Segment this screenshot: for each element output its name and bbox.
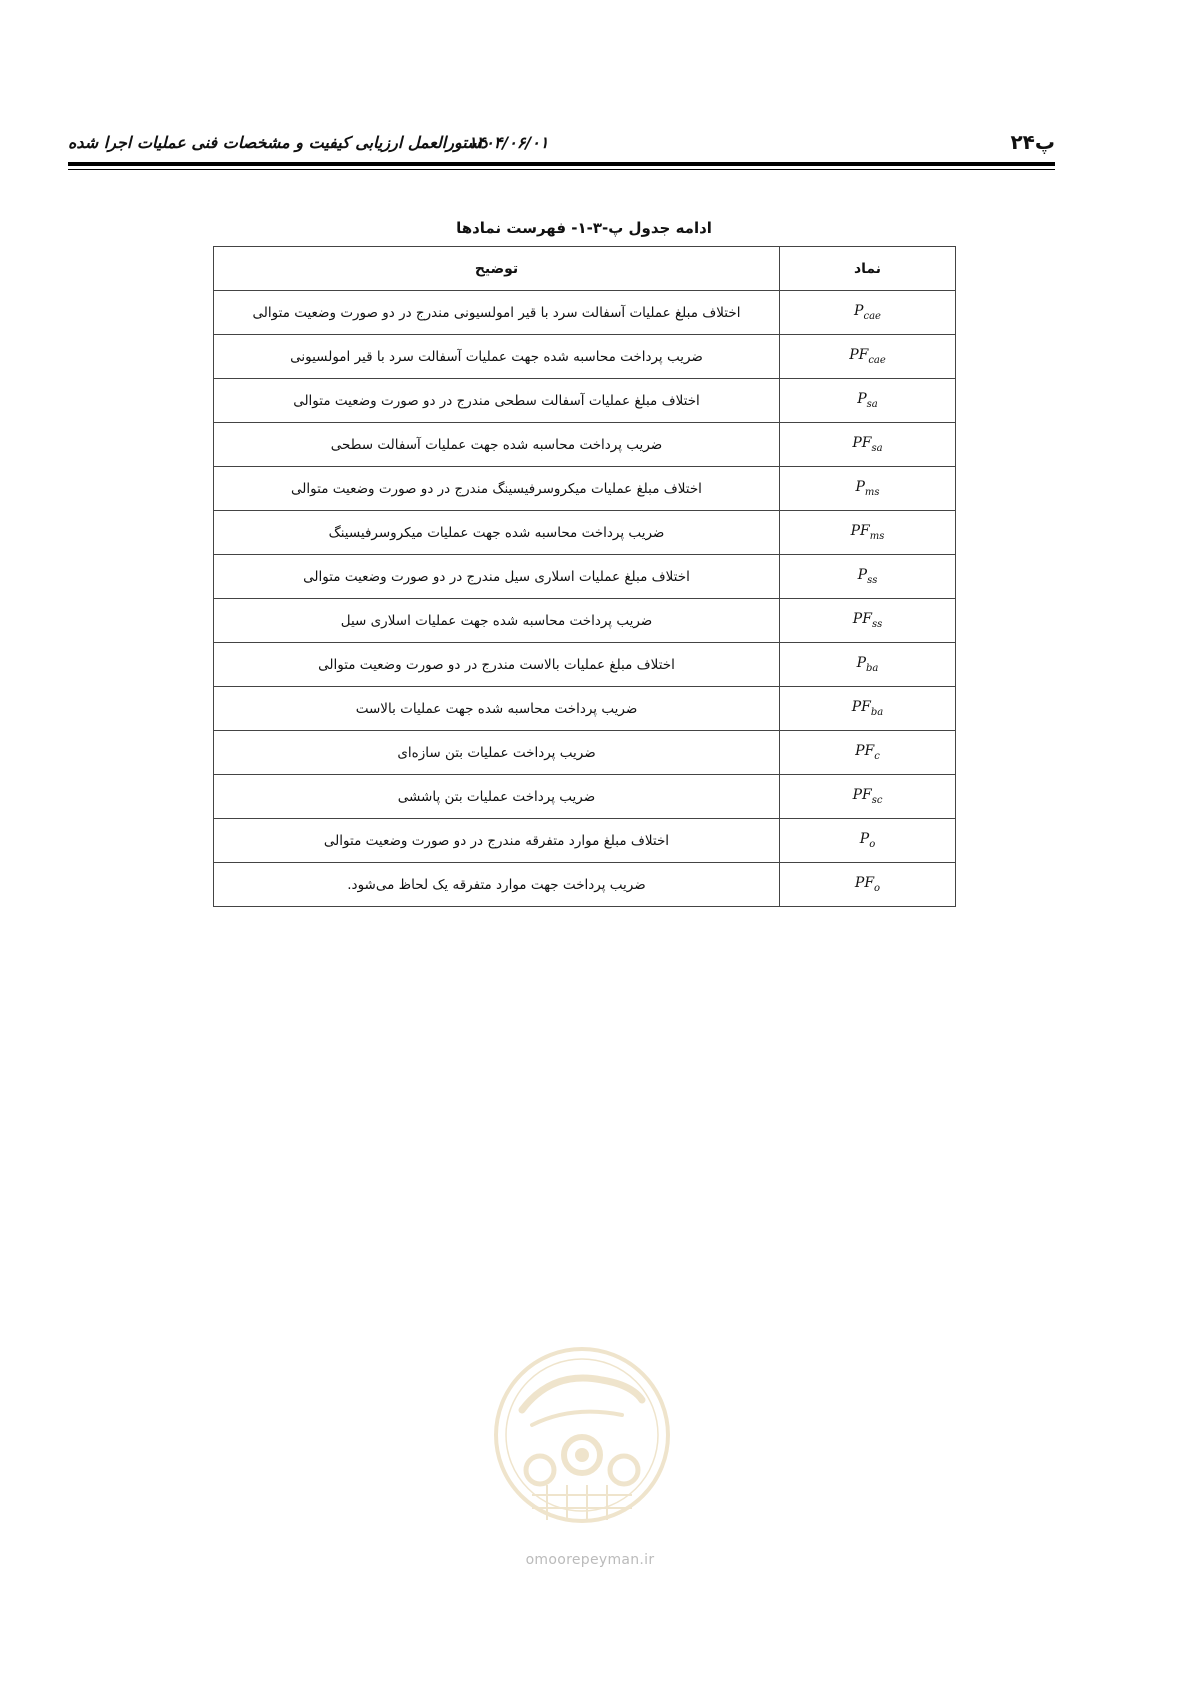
symbol-base: PF bbox=[854, 875, 875, 892]
symbol-cell bbox=[780, 335, 956, 379]
symbol-base: PF bbox=[849, 347, 869, 364]
table-row bbox=[214, 423, 956, 467]
table-row bbox=[214, 599, 956, 643]
description-cell: ضریب پرداخت محاسبه شده جهت عملیات آسفالت سطحی bbox=[214, 423, 780, 467]
symbol-cell bbox=[780, 379, 956, 423]
symbol-subscript: ms bbox=[869, 530, 885, 542]
header-description: توضیح bbox=[214, 247, 780, 291]
symbol bbox=[853, 787, 883, 806]
symbol bbox=[857, 655, 879, 674]
symbol-subscript: cae bbox=[863, 310, 881, 322]
description-cell: ضریب پرداخت محاسبه شده جهت عملیات اسلاری سیل bbox=[214, 599, 780, 643]
symbol-subscript: o bbox=[869, 838, 876, 850]
table-row bbox=[214, 643, 956, 687]
symbol bbox=[852, 699, 884, 718]
symbol-subscript: sa bbox=[866, 398, 878, 410]
symbol bbox=[858, 567, 878, 586]
table-caption: ادامه جدول پ-۳-۱- فهرست نمادها bbox=[456, 219, 712, 237]
description-cell: اختلاف مبلغ عملیات آسفالت سرد با قیر امولسیونی مندرج در دو صورت وضعیت متوالی bbox=[214, 291, 780, 335]
table-row bbox=[214, 555, 956, 599]
table-row bbox=[214, 863, 956, 907]
symbols-table bbox=[213, 246, 956, 907]
description-cell: ضریب پرداخت محاسبه شده جهت عملیات بالاست bbox=[214, 687, 780, 731]
table-row bbox=[214, 819, 956, 863]
description-cell: ضریب پرداخت محاسبه شده جهت عملیات آسفالت سرد با قیر امولسیونی bbox=[214, 335, 780, 379]
symbol-cell bbox=[780, 511, 956, 555]
header-date: ۱۴۰۴/۰۶/۰۱ bbox=[468, 133, 549, 152]
symbol-cell bbox=[780, 819, 956, 863]
symbol-base: P bbox=[857, 567, 868, 584]
symbol-subscript: ss bbox=[867, 574, 878, 586]
symbol-cell bbox=[780, 423, 956, 467]
symbol bbox=[855, 479, 879, 498]
symbol-base: P bbox=[855, 479, 865, 496]
header-symbol: نماد bbox=[780, 247, 956, 291]
symbol bbox=[855, 875, 880, 894]
description-cell: اختلاف مبلغ عملیات بالاست مندرج در دو صورت وضعیت متوالی bbox=[214, 643, 780, 687]
symbol bbox=[849, 347, 886, 366]
symbol bbox=[851, 523, 885, 542]
symbol-base: PF bbox=[851, 699, 871, 716]
symbol-base: P bbox=[854, 303, 864, 320]
table-row bbox=[214, 379, 956, 423]
page-header bbox=[68, 130, 1055, 156]
table-row bbox=[214, 511, 956, 555]
table-body bbox=[214, 291, 956, 907]
symbol-subscript: c bbox=[874, 750, 880, 762]
watermark-url: omoorepeyman.ir bbox=[525, 1552, 655, 1568]
symbol-base: PF bbox=[855, 743, 875, 760]
symbol-subscript: ms bbox=[864, 486, 880, 498]
symbol-subscript: ba bbox=[866, 662, 879, 674]
symbol-cell bbox=[780, 555, 956, 599]
symbol-subscript: ba bbox=[870, 706, 884, 718]
symbol bbox=[854, 303, 881, 322]
symbol-base: PF bbox=[852, 611, 872, 628]
symbol-base: P bbox=[856, 655, 867, 672]
table-row bbox=[214, 467, 956, 511]
watermark-logo-icon bbox=[492, 1330, 672, 1560]
symbol-cell bbox=[780, 863, 956, 907]
symbol bbox=[855, 743, 880, 762]
description-cell: ضریب پرداخت عملیات بتن سازه‌ای bbox=[214, 731, 780, 775]
table-header-row bbox=[214, 247, 956, 291]
symbol bbox=[857, 391, 878, 410]
description-cell: ضریب پرداخت محاسبه شده جهت عملیات میکروسرفیسینگ bbox=[214, 511, 780, 555]
symbol bbox=[853, 611, 882, 630]
page-number: پ۲۴ bbox=[1010, 130, 1055, 154]
table-row bbox=[214, 775, 956, 819]
symbol bbox=[860, 831, 875, 850]
symbol-base: PF bbox=[852, 787, 872, 804]
symbol-subscript: sc bbox=[871, 794, 883, 806]
symbol-base: PF bbox=[852, 435, 872, 452]
symbol-cell bbox=[780, 643, 956, 687]
symbol-subscript: cae bbox=[868, 354, 886, 366]
symbol bbox=[852, 435, 882, 454]
symbol-cell bbox=[780, 731, 956, 775]
description-cell: ضریب پرداخت عملیات بتن پاششی bbox=[214, 775, 780, 819]
description-cell: ضریب پرداخت جهت موارد متفرقه یک لحاظ می‌شود. bbox=[214, 863, 780, 907]
symbol-cell bbox=[780, 291, 956, 335]
symbol-subscript: sa bbox=[871, 442, 883, 454]
header-rule-thin bbox=[68, 169, 1055, 170]
symbol-cell bbox=[780, 775, 956, 819]
symbol-base: PF bbox=[850, 523, 870, 540]
table-row bbox=[214, 291, 956, 335]
description-cell: اختلاف مبلغ موارد متفرقه مندرج در دو صورت وضعیت متوالی bbox=[214, 819, 780, 863]
symbol-cell bbox=[780, 687, 956, 731]
description-cell: اختلاف مبلغ عملیات میکروسرفیسینگ مندرج در دو صورت وضعیت متوالی bbox=[214, 467, 780, 511]
symbol-subscript: o bbox=[874, 882, 881, 894]
symbol-base: P bbox=[859, 831, 870, 848]
description-cell: اختلاف مبلغ عملیات آسفالت سطحی مندرج در دو صورت وضعیت متوالی bbox=[214, 379, 780, 423]
symbol-base: P bbox=[857, 391, 867, 408]
symbol-cell bbox=[780, 467, 956, 511]
table-row bbox=[214, 731, 956, 775]
table-row bbox=[214, 335, 956, 379]
description-cell: اختلاف مبلغ عملیات اسلاری سیل مندرج در دو صورت وضعیت متوالی bbox=[214, 555, 780, 599]
document-title: دستورالعمل ارزیابی کیفیت و مشخصات فنی عملیات اجرا شده bbox=[68, 133, 488, 152]
symbol-cell bbox=[780, 599, 956, 643]
table-row bbox=[214, 687, 956, 731]
symbol-subscript: ss bbox=[871, 618, 883, 630]
header-rule-thick bbox=[68, 162, 1055, 166]
